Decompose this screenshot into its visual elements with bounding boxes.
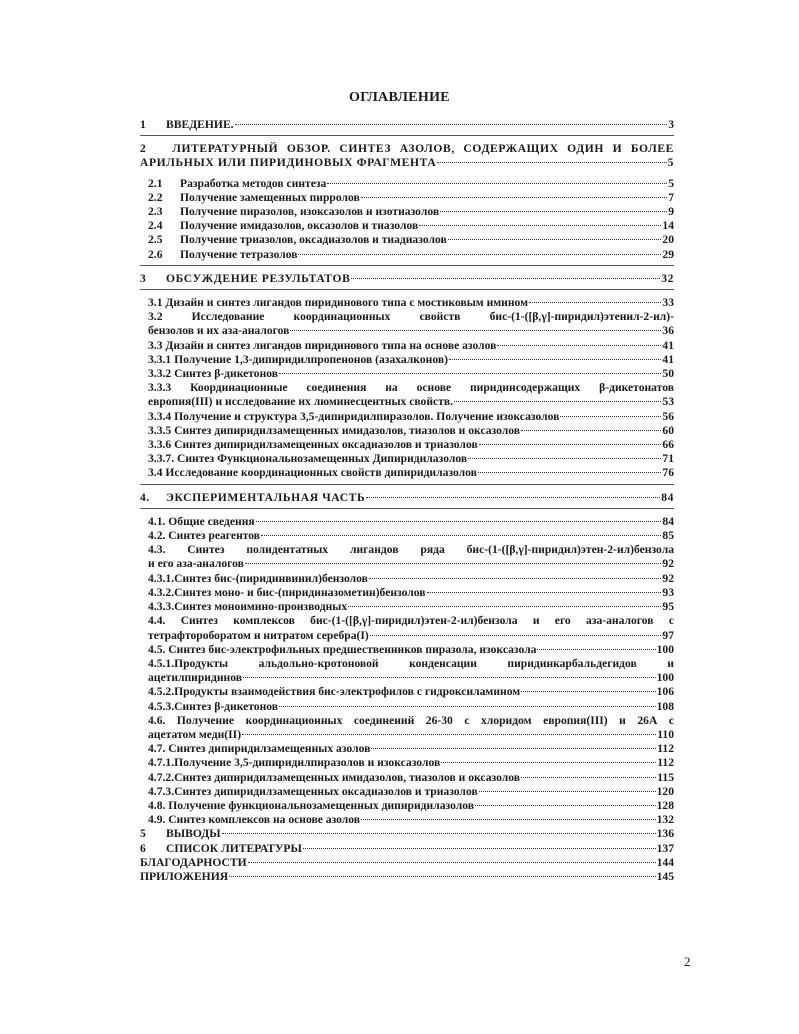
toc-entry-page: 36 xyxy=(662,324,674,338)
toc-entry-3-3-2[interactable] xyxy=(148,367,674,381)
dot-leader xyxy=(290,330,661,331)
toc-entry-2[interactable] xyxy=(140,142,674,170)
toc-entry-page: 66 xyxy=(662,438,674,452)
toc-entry-page: 3 xyxy=(668,118,674,131)
toc-entry-3-2[interactable] xyxy=(148,310,674,338)
dot-leader xyxy=(242,734,656,735)
dot-leader xyxy=(279,706,656,707)
toc-entry-3-3-3[interactable] xyxy=(148,381,674,409)
toc-entry-title: 3.4 Исследование координационных свойств дипиридилазолов xyxy=(148,466,477,480)
toc-entry-number: 2.1 xyxy=(148,176,163,190)
toc-entry-4-5-2[interactable] xyxy=(148,685,674,699)
toc-entry-title: 4.5.2.Продукты взаимодействия бис-электрофилов с гидроксиламином xyxy=(148,685,521,699)
toc-entry-page: 128 xyxy=(656,798,674,812)
toc-entry-1[interactable] xyxy=(140,118,674,132)
dot-leader xyxy=(303,848,656,849)
toc-entry-number: 5 xyxy=(140,827,146,841)
dot-leader xyxy=(521,691,655,692)
toc-entry-4-7[interactable] xyxy=(148,742,674,756)
toc-entry-title-line1: 4.5.1.Продукты альдольно-кротоновой конденсации пиридинкарбальдегидов и xyxy=(148,656,674,670)
toc-entry-page: 84 xyxy=(661,490,674,504)
toc-entry-title: 4.3.1.Синтез бис-(пиридинвинил)бензолов xyxy=(148,571,368,585)
dot-leader xyxy=(497,345,661,346)
toc-entry-4-5[interactable] xyxy=(148,643,674,657)
toc-entry-title: 4.3.2.Синтез моно- и бис-(пиридиназометин)бензолов xyxy=(148,585,426,599)
section-divider xyxy=(140,289,674,290)
toc-entry-page: 100 xyxy=(656,671,674,685)
dot-leader xyxy=(298,254,661,255)
toc-entry-3-3-1[interactable] xyxy=(148,353,674,367)
toc-entry-page: 5 xyxy=(667,156,674,170)
toc-entry-title: Разработка методов синтеза xyxy=(180,176,327,190)
toc-entry-title-line2: АРИЛЬНЫХ ИЛИ ПИРИДИНОВЫХ ФРАГМЕНТА xyxy=(140,156,437,170)
toc-entry-2-5[interactable] xyxy=(140,233,674,247)
dot-leader xyxy=(243,677,656,678)
dot-leader xyxy=(479,791,656,792)
page-number: 2 xyxy=(684,954,691,969)
toc-entry-title: 4.2. Синтез реагентов xyxy=(148,529,261,543)
toc-entry-title: 3.3 Дизайн и синтез лигандов пиридинового типа на основе азолов xyxy=(148,338,497,352)
toc-entry-title: 4.7. Синтез дипиридилзамещенных азолов xyxy=(148,742,371,756)
toc-entry-title: 4.5.3.Синтез β-дикетонов xyxy=(148,699,279,713)
toc-entry-title: 4.1. Общие сведения xyxy=(148,514,255,528)
toc-entry-title: 4.3.3.Синтез моноимино-производных xyxy=(148,600,348,614)
dot-leader xyxy=(440,211,667,212)
dot-leader xyxy=(261,535,661,536)
toc-entry-page: 112 xyxy=(657,756,674,770)
toc-entry-4-6[interactable] xyxy=(148,714,674,742)
toc-entry-title: ОБСУЖДЕНИЕ РЕЗУЛЬТАТОВ xyxy=(166,271,351,285)
toc-entry-4-4[interactable] xyxy=(148,614,674,642)
toc-entry-page: 112 xyxy=(657,742,674,756)
toc-entry-4-7-3[interactable] xyxy=(148,785,674,799)
toc-entry-title-line1: ЛИТЕРАТУРНЫЙ ОБЗОР. СИНТЕЗ АЗОЛОВ, СОДЕРЖАЩИХ ОДИН И БОЛЕЕ xyxy=(172,142,674,156)
toc-entry-number: 2.2 xyxy=(148,190,163,204)
toc-entry-title: 4.7.2.Синтез дипиридилзамещенных имидазолов, тиазолов и оксазолов xyxy=(148,770,521,784)
toc-entry-2-2[interactable] xyxy=(140,191,674,205)
toc-entry-page: 76 xyxy=(662,466,674,480)
page-title: ОГЛАВЛЕНИЕ xyxy=(349,90,450,105)
toc-entry-title: 3.3.2 Синтез β-дикетонов xyxy=(148,367,279,381)
toc-entry-4-5-1[interactable] xyxy=(148,657,674,685)
toc-entry-page: 56 xyxy=(662,409,674,423)
toc-entry-page: 85 xyxy=(662,529,674,543)
dot-leader xyxy=(369,578,661,579)
toc-entry-title: Получение замещенных пирролов xyxy=(180,190,360,204)
toc-entry-title-line2: ацетилпиридинов xyxy=(148,671,242,685)
toc-entry-title: ВВЕДЕНИЕ. xyxy=(166,118,234,131)
toc-entry-title: 3.3.1 Получение 1,3-дипиридилпропенонов (азахалконов) xyxy=(148,352,448,366)
toc-entry-4-3-3[interactable] xyxy=(148,600,674,614)
toc-entry-title: Получение триазолов, оксадиазолов и тиадиазолов xyxy=(180,233,447,247)
dot-leader xyxy=(521,777,656,778)
dot-leader xyxy=(437,162,666,163)
section-divider xyxy=(140,265,674,266)
toc-entry-title: 4.7.3.Синтез дипиридилзамещенных оксадиазолов и триазолов xyxy=(148,784,478,798)
dot-leader xyxy=(361,197,667,198)
toc-entry-title: 4.5. Синтез бис-электрофильных предшественников пиразола, изоксазола xyxy=(148,642,537,656)
toc-entry-title: Получение имидазолов, оксазолов и тиазолов xyxy=(180,219,419,233)
toc-entry-title: Получение тетразолов xyxy=(180,247,298,261)
toc-entry-3-3-7[interactable] xyxy=(148,452,674,466)
toc-section-2-items xyxy=(140,177,674,262)
toc-entry-title-line1: 4.4. Синтез комплексов бис-(1-([β,γ]-пиридил)этен-2-ил)бензола и его аза-аналогов с xyxy=(148,614,674,628)
dot-leader xyxy=(256,521,662,522)
toc-entry-title: СПИСОК ЛИТЕРАТУРЫ xyxy=(166,841,302,855)
dot-leader xyxy=(454,401,661,402)
toc-entry-title-line2: ацетатом меди(II) xyxy=(148,727,242,741)
toc-entry-appendix[interactable] xyxy=(140,870,674,884)
toc-entry-title-line1: 3.2 Исследование координационных свойств бис-(1-([β,γ]-пиридил)этенил-2-ил)- xyxy=(148,310,674,324)
toc-entry-title-line1: 4.3. Синтез полидентатных лигандов ряда бис-(1-([β,γ]-пиридил)этен-2-ил)бензола xyxy=(148,543,674,557)
toc-entry-5[interactable] xyxy=(140,827,674,841)
toc-entry-page: 50 xyxy=(662,367,674,381)
toc-entry-title-line2: и его аза-аналогов xyxy=(148,557,244,571)
table-of-contents xyxy=(140,118,674,884)
dot-leader xyxy=(475,805,656,806)
toc-entry-number: 6 xyxy=(140,841,146,855)
dot-leader xyxy=(448,239,662,240)
toc-entry-page: 71 xyxy=(662,452,674,466)
dot-leader xyxy=(361,819,656,820)
toc-entry-page: 100 xyxy=(656,642,674,656)
toc-entry-title: 3.3.7. Синтез Функциональнозамещенных Дипиридилазолов xyxy=(148,452,468,466)
dot-leader xyxy=(245,563,661,564)
toc-entry-3-3-6[interactable] xyxy=(148,438,674,452)
toc-entry-3-3[interactable] xyxy=(148,339,674,353)
toc-entry-title: ПРИЛОЖЕНИЯ xyxy=(140,869,229,883)
toc-entry-page: 120 xyxy=(656,784,674,798)
dot-leader xyxy=(529,302,661,303)
toc-entry-4-8[interactable] xyxy=(148,799,674,813)
toc-entry-3-4[interactable] xyxy=(148,466,674,480)
toc-entry-page: 92 xyxy=(662,571,674,585)
dot-leader xyxy=(370,635,662,636)
toc-entry-title-line1: 3.3.3 Координационные соединения на основе пиридинсодержащих β-дикетонатов xyxy=(148,381,674,395)
dot-leader xyxy=(222,833,656,834)
toc-entry-page: 95 xyxy=(662,600,674,614)
dot-leader xyxy=(560,416,661,417)
toc-entry-2-4[interactable] xyxy=(140,219,674,233)
toc-entry-4-3-1[interactable] xyxy=(148,572,674,586)
toc-entry-2-6[interactable] xyxy=(140,248,674,262)
toc-entry-number: 2.4 xyxy=(148,219,163,233)
toc-entry-page: 60 xyxy=(662,423,674,437)
toc-entry-thanks[interactable] xyxy=(140,856,674,870)
toc-entry-number: 2.3 xyxy=(148,205,163,219)
toc-entry-page: 32 xyxy=(661,271,674,285)
toc-entry-3-3-4[interactable] xyxy=(148,410,674,424)
toc-entry-page: 145 xyxy=(656,869,674,883)
dot-leader xyxy=(248,862,656,863)
toc-entry-4-3[interactable] xyxy=(148,543,674,571)
toc-entry-page: 92 xyxy=(662,557,674,571)
dot-leader xyxy=(468,458,661,459)
dot-leader xyxy=(478,472,661,473)
toc-entry-number: 2.5 xyxy=(148,233,163,247)
toc-entry-4-2[interactable] xyxy=(148,529,674,543)
dot-leader xyxy=(279,373,661,374)
toc-entry-2-3[interactable] xyxy=(140,205,674,219)
toc-entry-page: 84 xyxy=(662,514,674,528)
dot-leader xyxy=(327,183,667,184)
toc-entry-number: 3 xyxy=(140,271,147,285)
toc-entry-3[interactable] xyxy=(140,272,674,286)
dot-leader xyxy=(348,606,661,607)
toc-entry-title: 3.3.5 Синтез дипиридилзамещенных имидазолов, тиазолов и оксазолов xyxy=(148,423,521,437)
toc-entry-page: 110 xyxy=(657,727,674,741)
toc-entry-3-1[interactable] xyxy=(148,296,674,310)
toc-entry-6[interactable] xyxy=(140,842,674,856)
toc-entry-2-1[interactable] xyxy=(140,177,674,191)
toc-entry-page: 14 xyxy=(662,219,674,233)
toc-entry-4[interactable] xyxy=(140,491,674,505)
toc-entry-page: 53 xyxy=(662,395,674,409)
toc-entry-title: 3.3.4 Получение и структура 3,5-дипиридилпиразолов. Получение изоксазолов xyxy=(148,409,560,423)
toc-entry-page: 137 xyxy=(656,841,674,855)
toc-entry-4-7-2[interactable] xyxy=(148,771,674,785)
toc-entry-page: 106 xyxy=(656,685,674,699)
toc-entry-page: 144 xyxy=(656,855,674,869)
dot-leader xyxy=(537,649,655,650)
toc-entry-4-1[interactable] xyxy=(148,515,674,529)
section-divider xyxy=(140,508,674,509)
toc-entry-page: 132 xyxy=(656,813,674,827)
toc-entry-title: ЭКСПЕРИМЕНТАЛЬНАЯ ЧАСТЬ xyxy=(166,490,366,504)
toc-entry-title: 3.3.6 Синтез дипиридилзамещенных оксадиазолов и триазолов xyxy=(148,438,478,452)
toc-entry-number: 2 xyxy=(140,142,147,156)
toc-entry-page: 7 xyxy=(668,190,674,204)
dot-leader xyxy=(366,497,660,498)
toc-entry-page: 93 xyxy=(662,585,674,599)
dot-leader xyxy=(427,592,662,593)
toc-entry-page: 115 xyxy=(657,770,674,784)
dot-leader xyxy=(229,876,656,877)
toc-entry-title: 4.9. Синтез комплексов на основе азолов xyxy=(148,813,361,827)
section-divider xyxy=(140,484,674,485)
toc-entry-3-3-5[interactable] xyxy=(148,424,674,438)
toc-entry-title: Получение пиразолов, изоксазолов и изотиазолов xyxy=(180,205,440,219)
dot-leader xyxy=(449,359,661,360)
toc-entry-page: 108 xyxy=(656,699,674,713)
toc-entry-page: 41 xyxy=(662,352,674,366)
toc-entry-title-line2: тетрафтороборатом и нитратом серебра(I) xyxy=(148,628,369,642)
dot-leader xyxy=(521,430,661,431)
toc-entry-title: БЛАГОДАРНОСТИ xyxy=(140,855,247,869)
toc-entry-title: 3.1 Дизайн и синтез лигандов пиридинового типа с мостиковым имином xyxy=(148,296,528,310)
toc-entry-page: 33 xyxy=(662,296,674,310)
dot-leader xyxy=(419,225,661,226)
toc-entry-page: 136 xyxy=(656,827,674,841)
toc-entry-4-3-2[interactable] xyxy=(148,586,674,600)
toc-entry-number: 4. xyxy=(140,490,150,504)
toc-entry-title: 4.7.1.Получение 3,5-дипиридилпиразолов и изоксазолов xyxy=(148,756,441,770)
toc-entry-title: ВЫВОДЫ xyxy=(166,827,221,841)
toc-entry-4-5-3[interactable] xyxy=(148,700,674,714)
dot-leader xyxy=(441,762,656,763)
toc-entry-number: 2.6 xyxy=(148,247,163,261)
toc-entry-page: 20 xyxy=(662,233,674,247)
dot-leader xyxy=(235,124,668,125)
toc-entry-page: 5 xyxy=(668,176,674,190)
toc-entry-title-line2: европия(III) и исследование их люминесцентных свойств. xyxy=(148,395,454,409)
section-divider xyxy=(140,135,674,136)
toc-entry-page: 41 xyxy=(662,338,674,352)
toc-entry-number: 1 xyxy=(140,118,146,131)
toc-entry-page: 97 xyxy=(662,628,674,642)
toc-entry-4-9[interactable] xyxy=(148,813,674,827)
toc-entry-title: 4.8. Получение функциональнозамещенных дипиридилазолов xyxy=(148,798,475,812)
dot-leader xyxy=(479,444,662,445)
dot-leader xyxy=(351,278,660,279)
dot-leader xyxy=(371,748,656,749)
toc-entry-page: 9 xyxy=(668,205,674,219)
toc-entry-title-line2: бензолов и их аза-аналогов xyxy=(148,324,290,338)
toc-entry-page: 29 xyxy=(662,247,674,261)
toc-entry-4-7-1[interactable] xyxy=(148,756,674,770)
toc-entry-title-line1: 4.6. Получение координационных соединений 26-30 с хлоридом европия(III) и 26А с xyxy=(148,713,674,727)
